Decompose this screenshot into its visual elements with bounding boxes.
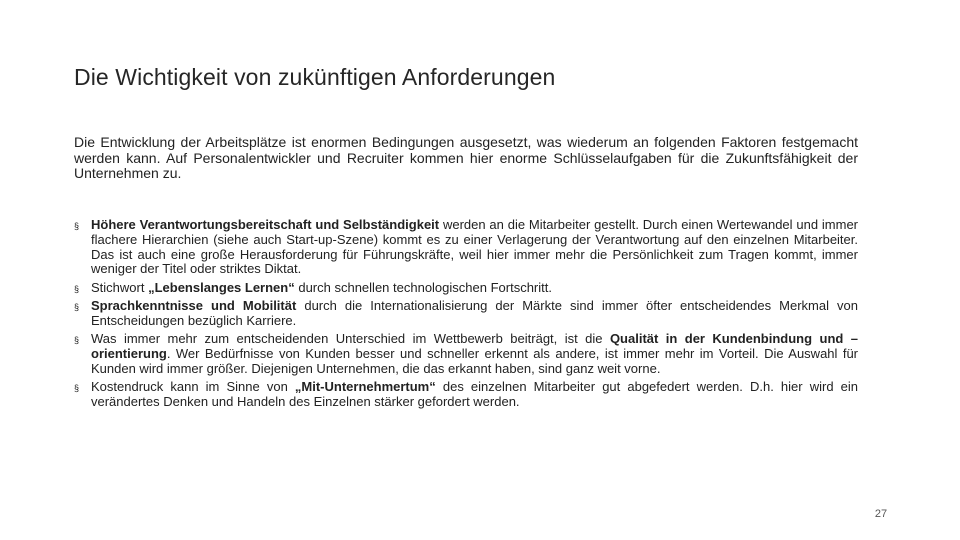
bullet-marker-icon: § bbox=[74, 301, 80, 312]
bullet-text: durch schnellen technologischen Fortschritt. bbox=[294, 279, 552, 295]
bullet-text: . Wer Bedürfnisse von Kunden besser und schneller erkennt als andere, ist immer mehr im Vorteil. Die Auswahl für Kunden wird immer größer. Diejenigen Unternehmen, die das erkannt haben, sind ganz weit vorne. bbox=[91, 345, 858, 376]
bullet-text: Was immer mehr zum entscheidenden Unterschied im Wettbewerb beiträgt, ist die bbox=[91, 331, 610, 347]
list-item bbox=[74, 218, 858, 277]
bullet-text: Kostendruck kann im Sinne von bbox=[91, 378, 295, 394]
bullet-marker-icon: § bbox=[74, 221, 80, 231]
bullet-emphasis: Höhere Verantwortungsbereitschaft und Selbständigkeit bbox=[91, 217, 440, 232]
bullet-marker-icon: § bbox=[74, 382, 80, 393]
bullet-text: durch die Internationalisierung der Märkte sind immer öfter entscheidendes Merkmal von Entscheidungen bezüglich Karriere. bbox=[91, 297, 858, 328]
bullet-emphasis: „Lebenslanges Lernen“ bbox=[148, 279, 295, 295]
intro-paragraph: Die Entwicklung der Arbeitsplätze ist enormen Bedingungen ausgesetzt, was wiederum an folgenden Faktoren festgemacht werden kann. Auf Personalentwickler und Recruiter kommen hier enorme Schlüsselaufgaben für die Zukunftsfähigkeit der Unternehmen zu. bbox=[74, 134, 858, 181]
bullet-text: Stichwort bbox=[91, 279, 149, 295]
bullet-marker-icon: § bbox=[74, 335, 80, 346]
bullet-text: des einzelnen Mitarbeiter gut abgefedert werden. D.h. hier wird ein verändertes Denken und Handeln des Einzelnen stärker gefordert werden. bbox=[91, 378, 859, 409]
bullet-emphasis: Qualität in der Kundenbindung und –orientierung bbox=[91, 331, 858, 361]
bullet-text: werden an die Mitarbeiter gestellt. Durch einen Wertewandel und immer flachere Hierarchien (siehe auch Start-up-Szene) kommt es zu einer Verlagerung der Verantwortung auf den einzelnen Mitarbeiter. Das ist auch eine große Herausforderung für Führungskräfte, weil hier immer mehr die Persönlichkeit zum Tragen kommt, immer weniger der Titel oder striktes Diktat. bbox=[91, 217, 859, 277]
bullet-list bbox=[74, 218, 858, 413]
slide-title: Die Wichtigkeit von zukünftigen Anforderungen bbox=[74, 64, 556, 90]
list-item bbox=[74, 332, 858, 376]
list-item bbox=[74, 380, 858, 410]
bullet-emphasis: Sprachkenntnisse und Mobilität bbox=[91, 297, 297, 313]
bullet-marker-icon: § bbox=[74, 283, 80, 294]
bullet-emphasis: „Mit-Unternehmertum“ bbox=[294, 378, 436, 394]
page-number: 27 bbox=[874, 508, 888, 520]
list-item bbox=[74, 299, 858, 329]
list-item bbox=[74, 281, 858, 296]
